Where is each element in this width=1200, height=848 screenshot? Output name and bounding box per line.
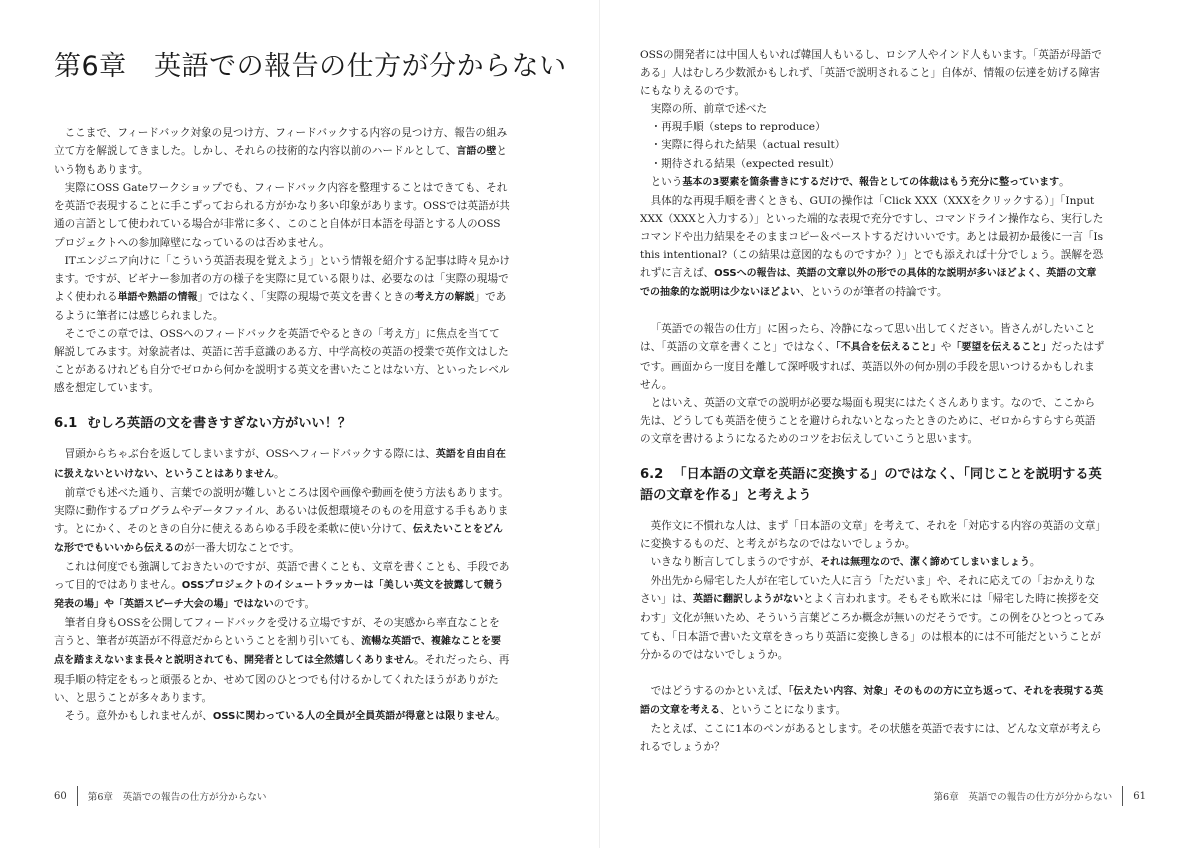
paragraph: OSSの開発者には中国人もいれば韓国人もいるし、ロシア人やインド人もいます。「英語が母語である」人はむしろ少数派かもしれず、「英語で説明されること」自体が、情報の伝達を妨げる障害にもなりえるのです。: [640, 49, 1102, 98]
paragraph: ここまで、フィードバック対象の見つけ方、フィードバックする内容の見つけ方、報告の組み立て方を解説してきました。しかし、それらの技術的な内容以前のハードルとして、言語の壁という物もあります。: [54, 127, 508, 177]
paragraph: 実際の所、前章で述べた: [650, 103, 768, 116]
paragraph: ではどうするのかといえば、「伝えたい内容、対象」そのものの方に立ち返って、それを表現する英語の文章を考える、ということになります。: [640, 684, 1104, 716]
footer-divider: [1122, 786, 1123, 806]
page-number: 60: [54, 790, 67, 802]
paragraph: 具体的な再現手順を書くときも、GUIの操作は「Click XXX（XXXをクリックする）」「Input XXX（XXXと入力する）」といった端的な表現で充分ですし、コマンドライン操作なら、実行したコマンドや出力結果をそのままコピー＆ペーストするだけいいです。あとは最初か最後に一言「Is this intentional?（この結果は意図的なものですか？）」とでも添えれば十分でしょう。誤解を恐れずに言えば、OSSへの報告は、英語の文章以外の形での具体的な説明が多いほどよく、英語の文章での抽象的な説明は少ないほどよい、というのが筆者の持論です。: [640, 194, 1104, 299]
list-item: ・期待される結果（expected result）: [650, 157, 840, 170]
paragraph: そこでこの章では、OSSへのフィードバックを英語でやるときの「考え方」に焦点を当てて解説してみます。対象読者は、英語に苦手意識のある方、中学高校の英語の授業で英作文はしたことがあるけれども自分でゼロから何かを説明する英文を書いたことはない方、といったレベル感を想定しています。: [54, 328, 510, 395]
paragraph: 外出先から帰宅した人が在宅していた人に言う「ただいま」や、それに応えての「おかえりなさい」は、英語に翻訳しようがないとよく言われます。そもそも欧米には「帰宅した時に挨拶を交わす」文化が無いため、そういう言葉どころか概念が無いのだそうです。この例をひとつとってみても、「日本語で書いた文章をきっちり英語に変換しきる」のは根本的には不可能だということが分かるのではないでしょうか。: [640, 575, 1105, 661]
list-item: ・実際に得られた結果（actual result）: [650, 139, 846, 152]
paragraph: 英作文に不慣れな人は、まず「日本語の文章」を考えて、それを「対応する内容の英語の文章」に変換するものだ、と考えがちなのではないでしょうか。: [640, 519, 1101, 551]
page-number: 61: [1133, 790, 1146, 802]
paragraph: 「英語での報告の仕方」に困ったら、冷静になって思い出してください。皆さんがしたいことは、「英語の文章を書くこと」ではなく、「不具合を伝えること」や「要望を伝えること」だったはずです。画面から一度目を離して深呼吸すれば、英語以外の何か別の手段を思いつけるかもしれません。: [640, 323, 1105, 391]
left-body: [54, 124, 510, 726]
right-body: [640, 46, 1105, 756]
footer-divider: [77, 786, 78, 806]
paragraph: とはいえ、英語の文章での説明が必要な場面も現実にはたくさんあります。なので、ここから先は、どうしても英語を使うことを避けられないとなったときのために、ゼロからすらすら英語の文章を書けるようになるためのコツをお伝えしていこうと思います。: [640, 396, 1096, 445]
right-page: [600, 0, 1200, 848]
page-footer-left: [54, 786, 267, 806]
paragraph: 冒頭からちゃぶ台を返してしまいますが、OSSへフィードバックする際には、英語を自由自在に扱えないといけない、ということはありません。: [54, 448, 506, 480]
paragraph: そう。意外かもしれませんが、OSSに関わっている人の全員が全員英語が得意とは限りません。: [64, 709, 506, 722]
paragraph: 実際にOSS Gateワークショップでも、フィードバック内容を整理することはできても、それを英語で表現することに手こずっておられる方がかなり多い印象があります。OSSでは英語が共通の言語として使われている場合が非常に多く、このこと自体が日本語を母語とする人のOSSプロジェクトへの参加障壁になっているのは否めません。: [54, 182, 510, 249]
paragraph: たとえば、ここに1本のペンがあるとします。その状態を英語で表すには、どんな文章が考えられるでしょうか？: [640, 722, 1102, 753]
section-heading-6-2: 6.2 「日本語の文章を英語に変換する」のではなく、「同じことを説明する英語の文章を作る」と考えよう: [640, 466, 1102, 503]
paragraph: いきなり断言してしまうのですが、それは無理なので、潔く諦めてしまいましょう。: [650, 556, 1041, 569]
paragraph: 筆者自身もOSSを公開してフィードバックを受ける立場ですが、その実感から率直なことを言うと、筆者が英語が不得意だからということを割り引いても、流暢な英語で、複雑なことを要点を踏まえないまま長々と説明されても、開発者としては全然嬉しくありません。それだったら、再現手順の特定をもっと頑張るとか、せめて図のひとつでも付けるかしてくれたほうがありがたい、と思うことが多々あります。: [54, 617, 510, 704]
running-head: 第6章 英語での報告の仕方が分からない: [87, 792, 267, 803]
paragraph: これは何度でも強調しておきたいのですが、英語で書くことも、文章を書くことも、手段であって目的ではありません。OSSプロジェクトのイシュートラッカーは「美しい英文を披露して競う発表の場」や「英語スピーチ大会の場」ではないのです。: [54, 560, 510, 611]
running-head: 第6章 英語での報告の仕方が分からない: [933, 792, 1113, 803]
list-item: ・再現手順（steps to reproduce）: [650, 121, 826, 134]
element-list: [640, 118, 1105, 172]
paragraph: ITエンジニア向けに「こういう英語表現を覚えよう」という情報を紹介する記事は時々見かけます。ですが、ビギナー参加者の方の様子を実際に見ている限りは、必要なのは「実際の現場でよく使われる単語や熟語の情報」ではなく、「実際の現場で英文を書くときの考え方の解説」であるように筆者には感じられました。: [54, 254, 510, 322]
chapter-title: 第6章 英語での報告の仕方が分からない: [54, 51, 567, 82]
paragraph: という基本の3要素を箇条書きにするだけで、報告としての体裁はもう充分に整っています。: [650, 175, 1070, 188]
page-footer-right: [933, 786, 1146, 806]
paragraph: 前章でも述べた通り、言葉での説明が難しいところは図や画像や動画を使う方法もあります。実際に動作するプログラムやデータファイル、あるいは仮想環境そのものを用意する手もあります。とにかく、そのときの自分に使えるあらゆる手段を柔軟に使い分けて、伝えたいことをどんな形ででもいいから伝えるのが一番大切なことです。: [54, 486, 509, 554]
section-heading-6-1: 6.1 むしろ英語の文を書きすぎない方がいい！？: [54, 416, 352, 432]
